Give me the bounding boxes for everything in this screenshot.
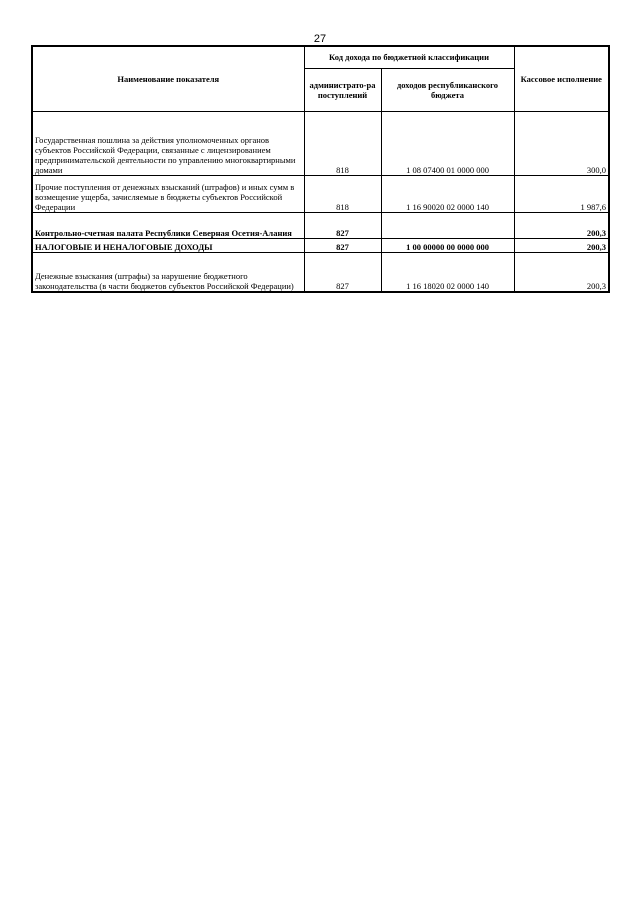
row-admin-code: 818 (304, 111, 381, 175)
header-amount: Кассовое исполнение (514, 46, 609, 111)
row-name: Контрольно-счетная палата Республики Северная Осетия-Алания (32, 212, 304, 238)
table-row (32, 175, 609, 212)
row-admin-code: 818 (304, 175, 381, 212)
header-admin: администрато-ра поступлений (304, 68, 381, 111)
row-amount: 200,3 (514, 238, 609, 252)
table-row (32, 238, 609, 252)
row-amount: 300,0 (514, 111, 609, 175)
header-income: доходов республиканского бюджета (381, 68, 514, 111)
row-amount: 1 987,6 (514, 175, 609, 212)
row-name: Государственная пошлина за действия уполномоченных органов субъектов Российской Федерации, связанные с лицензированием предпринимательской деятельности по управлению многоквартирными домами (32, 111, 304, 175)
table-row (32, 252, 609, 292)
table-body (32, 111, 609, 292)
row-income-code: 1 16 90020 02 0000 140 (381, 175, 514, 212)
table-row (32, 212, 609, 238)
table-header (32, 46, 609, 111)
row-admin-code: 827 (304, 238, 381, 252)
row-admin-code: 827 (304, 212, 381, 238)
row-income-code: 1 16 18020 02 0000 140 (381, 252, 514, 292)
row-name: Денежные взыскания (штрафы) за нарушение бюджетного законодательства (в части бюджетов субъектов Российской Федерации) (32, 252, 304, 292)
row-admin-code: 827 (304, 252, 381, 292)
revenue-table (31, 45, 610, 293)
table-row (32, 111, 609, 175)
row-amount: 200,3 (514, 212, 609, 238)
row-income-code (381, 212, 514, 238)
header-name: Наименование показателя (32, 46, 304, 111)
row-name: НАЛОГОВЫЕ И НЕНАЛОГОВЫЕ ДОХОДЫ (32, 238, 304, 252)
header-code-group: Код дохода по бюджетной классификации (304, 46, 514, 68)
row-name: Прочие поступления от денежных взысканий (штрафов) и иных сумм в возмещение ущерба, зачисляемые в бюджеты субъектов Российской Федерации (32, 175, 304, 212)
row-income-code: 1 08 07400 01 0000 000 (381, 111, 514, 175)
row-amount: 200,3 (514, 252, 609, 292)
page-number: 27 (313, 33, 327, 45)
row-income-code: 1 00 00000 00 0000 000 (381, 238, 514, 252)
